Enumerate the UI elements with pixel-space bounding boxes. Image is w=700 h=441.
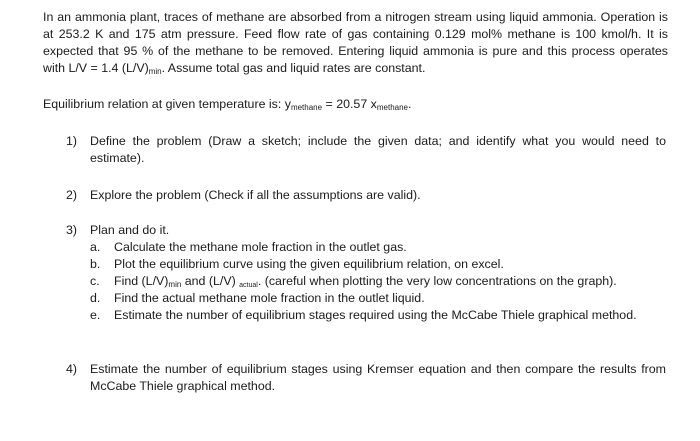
subtask-text: Find the actual methane mole fraction in the outlet liquid.	[114, 291, 425, 305]
subtask-c-start: Find (L/V)	[114, 274, 169, 288]
subtask-item-d	[90, 290, 666, 307]
equilibrium-equals: = 20.57	[322, 97, 371, 111]
problem-intro-tail: . Assume total gas and liquid rates are constant.	[161, 61, 426, 75]
equilibrium-prefix: Equilibrium relation at given temperature is:	[43, 97, 285, 111]
task-number: 1)	[66, 134, 78, 148]
subtask-text: Calculate the methane mole fraction in the outlet gas.	[114, 240, 407, 254]
task-number: 4)	[66, 362, 78, 376]
subtask-item-c	[90, 273, 666, 290]
equilibrium-y-symbol: y	[284, 97, 291, 111]
subtask-item-e	[90, 307, 666, 324]
task-item-3	[66, 222, 666, 324]
subtask-text	[114, 273, 666, 290]
problem-intro-min-subscript: min	[148, 67, 162, 76]
task-text: Define the problem (Draw a sketch; include the given data; and identify what you would need to estimate).	[90, 134, 666, 165]
equilibrium-end: .	[408, 97, 412, 111]
task-number: 3)	[66, 223, 78, 237]
equilibrium-relation	[43, 96, 663, 113]
subtask-text: Plot the equilibrium curve using the given equilibrium relation, on excel.	[114, 257, 504, 271]
subtask-item-a	[90, 239, 666, 256]
task-number: 2)	[66, 188, 78, 202]
subtask-text: Estimate the number of equilibrium stages required using the McCabe Thiele graphical method.	[114, 308, 637, 322]
subtask-list	[90, 239, 666, 324]
task-item-4	[66, 361, 666, 395]
problem-intro-paragraph	[43, 9, 668, 77]
subtask-letter: a.	[90, 240, 101, 254]
subtask-c-end: . (careful when plotting the very low concentrations on the graph).	[257, 274, 617, 288]
problem-statement	[43, 9, 668, 77]
task-text: Explore the problem (Check if all the assumptions are valid).	[90, 188, 421, 202]
equilibrium-x-symbol: x	[370, 97, 377, 111]
subtask-item-b	[90, 256, 666, 273]
task-text: Plan and do it.	[90, 223, 170, 237]
subtask-c-actual-subscript: actual	[239, 282, 258, 289]
subtask-c-mid: and (L/V)	[181, 274, 240, 288]
task-item-1	[66, 133, 666, 167]
subtask-c-min-subscript: min	[168, 280, 182, 289]
subtask-letter: c.	[90, 274, 100, 288]
task-item-2	[66, 187, 666, 204]
subtask-letter: b.	[90, 257, 101, 271]
subtask-letter: e.	[90, 308, 101, 322]
task-text: Estimate the number of equilibrium stages using Kremser equation and then compare the results from McCabe Thiele graphical method.	[90, 362, 666, 393]
equilibrium-x-subscript: methane	[376, 103, 408, 112]
equilibrium-y-subscript: methane	[290, 103, 323, 112]
subtask-letter: d.	[90, 291, 101, 305]
problem-intro-text: In an ammonia plant, traces of methane are absorbed from a nitrogen stream using liquid ammonia. Operation is at 253.2 K and 175 atm pressure. Feed flow rate of gas containing 0.129 mol% methane is 100 kmol/h. It is expected that 95 % of the methane to be removed. Entering liquid ammonia is pure and this process operates with L/V = 1.4 (L/V)	[43, 10, 668, 75]
